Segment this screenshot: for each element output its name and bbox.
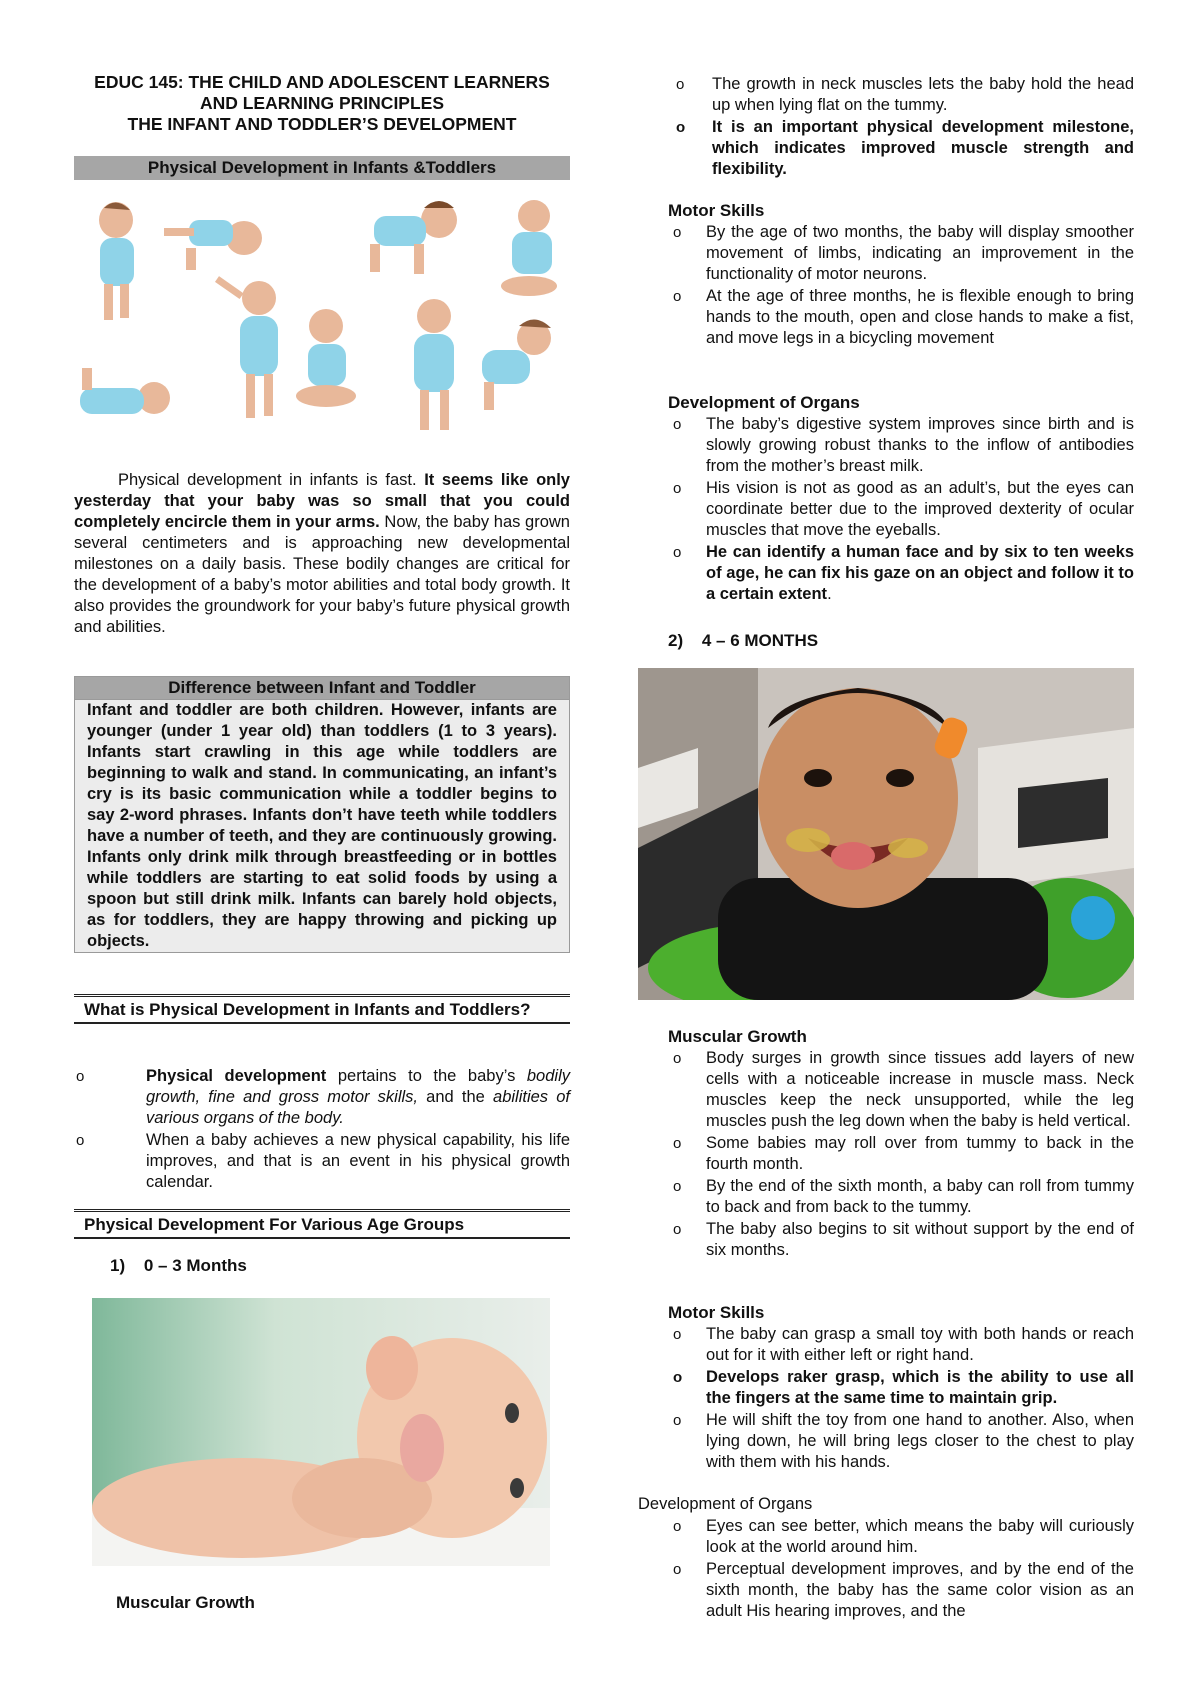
organs-list-2 (673, 1516, 1134, 1623)
age-group-label: 0 – 3 Months (143, 1256, 247, 1275)
item-text: The baby can grasp a small toy with both hands or reach out for it with either left or right hand. (706, 1325, 1134, 1364)
neck-list (676, 74, 1134, 181)
list-item (673, 286, 1134, 349)
document-title (74, 72, 570, 135)
list-item (673, 222, 1134, 285)
list-item (76, 1066, 570, 1129)
motor-skills-list-1 (673, 222, 1134, 350)
bullet-marker: o (673, 1135, 682, 1152)
list-item (76, 1130, 570, 1193)
bullet-marker: o (673, 1518, 682, 1535)
section-header-physical-development: Physical Development in Infants &Toddlers (74, 156, 570, 180)
item-text: and the (418, 1088, 494, 1106)
title-line-1: EDUC 145: THE CHILD AND ADOLESCENT LEARNERS (94, 72, 550, 92)
list-item (673, 1133, 1134, 1175)
bullet-marker: o (676, 119, 686, 136)
age-group-number: 2) (668, 631, 684, 650)
item-text: The baby’s digestive system improves since birth and is slowly growing robust thanks to the inflow of antibodies from the mother’s breast milk. (706, 415, 1134, 475)
list-item (673, 1176, 1134, 1218)
what-is-heading: What is Physical Development in Infants and Toddlers? (74, 994, 570, 1024)
bullet-marker: o (676, 76, 685, 93)
list-item (676, 74, 1134, 116)
bullet-marker: o (673, 1178, 682, 1195)
intro-text-start: Physical development in infants is fast. (118, 471, 417, 489)
list-item (673, 478, 1134, 541)
list-item (673, 1516, 1134, 1558)
item-text: By the age of two months, the baby will display smoother movement of limbs, indicating an improvement in the functionality of motor neurons. (706, 223, 1134, 283)
item-italic: bodily growth, fine and gross motor skills, (146, 1067, 570, 1106)
bullet-marker: o (673, 288, 682, 305)
muscular-growth-label-left: Muscular Growth (116, 1593, 255, 1612)
title-line-2: AND LEARNING PRINCIPLES (199, 93, 445, 113)
title-line-3: THE INFANT AND TODDLER’S DEVELOPMENT (127, 114, 517, 134)
item-text: At the age of three months, he is flexible enough to bring hands to the mouth, open and close hands to make a fist, and move legs in a bicycling movement (706, 287, 1134, 347)
motor-skills-heading-1: Motor Skills (668, 201, 765, 220)
list-item (673, 1048, 1134, 1132)
item-text: Develops raker grasp, which is the ability to use all the fingers at the same time to maintain grip. (706, 1368, 1134, 1407)
item-text: His vision is not as good as an adult’s, but the eyes can coordinate better due to the improved dexterity of ocular muscles that move the eyeballs. (706, 479, 1134, 539)
list-item (673, 542, 1134, 605)
intro-text-rest: Now, the baby has grown several centimeters and is approaching new developmental milestones on a daily basis. These bodily changes are critical for the development of a baby’s motor abilities and total body growth. It also provides the groundwork for your baby’s future physical growth and abilities. (74, 513, 570, 636)
bullet-marker: o (76, 1068, 85, 1085)
list-item (673, 1559, 1134, 1622)
motor-skills-list-2 (673, 1324, 1134, 1474)
motor-skills-heading-2: Motor Skills (668, 1303, 765, 1322)
item-text: By the end of the sixth month, a baby can roll from tummy to back and from back to the tummy. (706, 1177, 1134, 1216)
babies-collage-illustration (74, 198, 570, 448)
bullet-marker: o (673, 480, 682, 497)
newborn-on-tummy-image (92, 1298, 550, 1566)
bullet-marker: o (673, 544, 682, 561)
what-is-list (76, 1066, 570, 1194)
item-text: When a baby achieves a new physical capability, his life improves, and that is an event in his physical growth calendar. (146, 1131, 570, 1191)
list-item (673, 1219, 1134, 1261)
list-item (673, 414, 1134, 477)
organs-heading-1: Development of Organs (668, 393, 860, 412)
difference-box-header: Difference between Infant and Toddler (75, 677, 569, 700)
item-text: Some babies may roll over from tummy to back in the fourth month. (706, 1134, 1134, 1173)
bullet-marker: o (673, 224, 682, 241)
smiling-baby-eating-image (638, 668, 1134, 1000)
item-bold: Physical development (146, 1067, 327, 1085)
age-group-2-heading (668, 630, 818, 651)
bullet-marker: o (673, 1412, 682, 1429)
bullet-marker: o (673, 416, 682, 433)
item-text: Perceptual development improves, and by the end of the sixth month, the baby has the same color vision as an adult His hearing improves, and the (706, 1560, 1134, 1620)
age-group-1-heading (110, 1255, 247, 1276)
item-bold: He can identify a human face and by six to ten weeks of age, he can fix his gaze on an object and follow it to a certain extent (706, 543, 1134, 603)
item-text: Body surges in growth since tissues add layers of new cells with a noticeable increase in muscle mass. Neck muscles keep the neck unsupported, while the leg muscles push the leg down when the baby is held vertical. (706, 1049, 1134, 1130)
list-item (673, 1324, 1134, 1366)
bullet-marker: o (673, 1369, 683, 1386)
bullet-marker: o (673, 1050, 682, 1067)
item-text: The growth in neck muscles lets the baby hold the head up when lying flat on the tummy. (712, 75, 1134, 114)
age-group-number: 1) (110, 1256, 126, 1275)
list-item (676, 117, 1134, 180)
intro-text-bold: It seems like only yesterday that your baby was so small that you could completely encircle them in your arms. (74, 471, 570, 531)
bullet-marker: o (76, 1132, 85, 1149)
organs-heading-2: Development of Organs (638, 1495, 813, 1513)
babies-collage-image (74, 198, 570, 448)
item-text: . (827, 585, 832, 603)
muscular-growth-list-2 (673, 1048, 1134, 1262)
muscular-growth-heading-2: Muscular Growth (668, 1027, 807, 1046)
intro-paragraph (74, 470, 570, 638)
smiling-baby-illustration (638, 668, 1134, 1000)
item-text: It is an important physical development milestone, which indicates improved muscle strength and flexibility. (712, 118, 1134, 178)
item-text: He will shift the toy from one hand to another. Also, when lying down, he will bring legs closer to the chest to play with them with his hands. (706, 1411, 1134, 1471)
difference-box-body: Infant and toddler are both children. However, infants are younger (under 1 year old) than toddlers (1 to 3 years). Infants start crawling in this age while toddlers are beginning to walk and stand. In communicating, an infant’s cry is its basic communication while a toddler begins to say 2-word phrases. Infants don’t have teeth while toddlers have a number of teeth, and they are continuously growing. Infants only drink milk through breastfeeding or in bottles while toddlers are starting to eat solid foods by using a spoon but still drink milk. Infants can barely hold objects, as for toddlers, they are happy throwing and picking up objects. (87, 701, 557, 950)
organs-list-1 (673, 414, 1134, 606)
newborn-illustration (92, 1298, 550, 1566)
item-text: The baby also begins to sit without support by the end of six months. (706, 1220, 1134, 1259)
item-text: pertains to the baby’s (326, 1067, 527, 1085)
list-item (673, 1367, 1134, 1409)
bullet-marker: o (673, 1221, 682, 1238)
difference-box (74, 676, 570, 953)
bullet-marker: o (673, 1561, 682, 1578)
age-groups-heading: Physical Development For Various Age Groups (74, 1209, 570, 1239)
list-item (673, 1410, 1134, 1473)
item-text: Eyes can see better, which means the baby will curiously look at the world around him. (706, 1517, 1134, 1556)
item-italic: abilities of various organs of the body. (146, 1088, 570, 1127)
bullet-marker: o (673, 1326, 682, 1343)
age-group-label: 4 – 6 MONTHS (701, 631, 819, 650)
